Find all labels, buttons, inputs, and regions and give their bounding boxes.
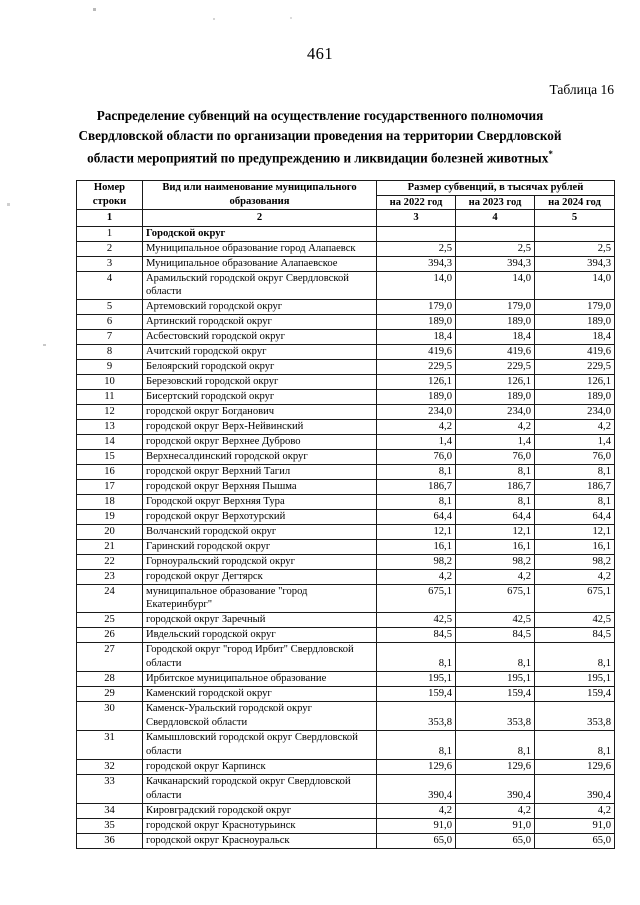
table-row <box>77 642 615 671</box>
value-2023-cell: 4,2 <box>456 419 535 434</box>
value-2022-cell: 84,5 <box>377 627 456 642</box>
table-row <box>77 833 615 848</box>
value-2022-cell: 8,1 <box>377 642 456 671</box>
scan-artifact <box>93 8 96 11</box>
row-number-cell: 6 <box>77 314 143 329</box>
value-2022-cell: 195,1 <box>377 671 456 686</box>
header-row-number-line1: Номер <box>93 182 126 193</box>
row-number-cell: 9 <box>77 359 143 374</box>
value-2022-cell: 4,2 <box>377 569 456 584</box>
value-2024-cell: 189,0 <box>535 389 615 404</box>
row-number-cell: 10 <box>77 374 143 389</box>
table-row <box>77 774 615 803</box>
value-2023-cell: 14,0 <box>456 271 535 299</box>
municipality-name-cell: Артинский городской округ <box>143 314 377 329</box>
value-2024-cell: 12,1 <box>535 524 615 539</box>
municipality-name-cell: Артемовский городской округ <box>143 299 377 314</box>
table-row <box>77 730 615 759</box>
table-row <box>77 464 615 479</box>
table-row <box>77 818 615 833</box>
value-2023-cell: 229,5 <box>456 359 535 374</box>
subventions-table <box>76 180 615 849</box>
value-2022-cell: 4,2 <box>377 803 456 818</box>
value-2024-cell: 4,2 <box>535 419 615 434</box>
value-2022-cell: 98,2 <box>377 554 456 569</box>
scan-artifact <box>290 17 292 19</box>
value-2022-cell: 234,0 <box>377 404 456 419</box>
municipality-name-cell: Бисертский городской округ <box>143 389 377 404</box>
table-row <box>77 539 615 554</box>
row-number-cell: 33 <box>77 774 143 803</box>
value-2022-cell: 14,0 <box>377 271 456 299</box>
municipality-name-cell: городской округ Верхний Тагил <box>143 464 377 479</box>
column-number-1: 1 <box>77 210 143 227</box>
value-2022-cell: 189,0 <box>377 314 456 329</box>
table-row <box>77 671 615 686</box>
value-2023-cell: 390,4 <box>456 774 535 803</box>
value-2024-cell: 4,2 <box>535 569 615 584</box>
value-2023-cell: 84,5 <box>456 627 535 642</box>
value-2024-cell: 8,1 <box>535 494 615 509</box>
value-2024-cell: 76,0 <box>535 449 615 464</box>
municipality-name-cell: городской округ Богданович <box>143 404 377 419</box>
value-2024-cell: 42,5 <box>535 612 615 627</box>
header-row-number-line2: строки <box>92 195 127 207</box>
municipality-name-cell: Муниципальное образование Алапаевское <box>143 256 377 271</box>
value-2022-cell: 65,0 <box>377 833 456 848</box>
column-number-4: 4 <box>456 210 535 227</box>
municipality-name-cell: Гаринский городской округ <box>143 539 377 554</box>
column-number-2: 2 <box>143 210 377 227</box>
value-2022-cell: 12,1 <box>377 524 456 539</box>
table-row <box>77 374 615 389</box>
table-row <box>77 759 615 774</box>
value-2023-cell: 64,4 <box>456 509 535 524</box>
value-2024-cell: 129,6 <box>535 759 615 774</box>
value-2024-cell: 195,1 <box>535 671 615 686</box>
table-row <box>77 479 615 494</box>
header-year-2024: на 2024 год <box>535 195 615 210</box>
municipality-name-cell: Городской округ Верхняя Тура <box>143 494 377 509</box>
value-2024-cell: 1,4 <box>535 434 615 449</box>
municipality-name-cell: Асбестовский городской округ <box>143 329 377 344</box>
value-2024-cell: 2,5 <box>535 241 615 256</box>
row-number-cell: 20 <box>77 524 143 539</box>
value-2022-cell: 76,0 <box>377 449 456 464</box>
municipality-name-cell: Городской округ <box>143 226 377 241</box>
table-row <box>77 494 615 509</box>
value-2023-cell: 189,0 <box>456 389 535 404</box>
value-2024-cell: 18,4 <box>535 329 615 344</box>
footnote-marker: * <box>548 149 553 159</box>
document-title <box>78 106 562 168</box>
value-2023-cell: 179,0 <box>456 299 535 314</box>
value-2022-cell: 1,4 <box>377 434 456 449</box>
municipality-name-cell: Арамильский городской округ Свердловской области <box>143 271 377 299</box>
document-title-line-3: области мероприятий по предупреждению и ликвидации болезней животных <box>87 150 549 166</box>
row-number-cell: 24 <box>77 584 143 612</box>
value-2022-cell: 186,7 <box>377 479 456 494</box>
value-2022-cell: 394,3 <box>377 256 456 271</box>
header-row-number <box>77 181 143 210</box>
value-2022-cell: 159,4 <box>377 686 456 701</box>
row-number-cell: 25 <box>77 612 143 627</box>
municipality-name-cell: городской округ Красноуральск <box>143 833 377 848</box>
row-number-cell: 7 <box>77 329 143 344</box>
value-2023-cell: 234,0 <box>456 404 535 419</box>
value-2022-cell: 126,1 <box>377 374 456 389</box>
table-row <box>77 256 615 271</box>
value-2024-cell: 8,1 <box>535 730 615 759</box>
value-2023-cell: 394,3 <box>456 256 535 271</box>
row-number-cell: 4 <box>77 271 143 299</box>
value-2022-cell: 42,5 <box>377 612 456 627</box>
header-column-numbers <box>77 210 615 227</box>
municipality-name-cell: городской округ Верхняя Пышма <box>143 479 377 494</box>
row-number-cell: 22 <box>77 554 143 569</box>
value-2024-cell: 8,1 <box>535 642 615 671</box>
scan-artifact <box>213 18 215 20</box>
table-row <box>77 299 615 314</box>
row-number-cell: 16 <box>77 464 143 479</box>
value-2023-cell: 186,7 <box>456 479 535 494</box>
value-2023-cell: 126,1 <box>456 374 535 389</box>
table-row <box>77 271 615 299</box>
value-2023-cell: 1,4 <box>456 434 535 449</box>
municipality-name-cell: Качканарский городской округ Свердловской области <box>143 774 377 803</box>
value-2024-cell: 186,7 <box>535 479 615 494</box>
municipality-name-cell: Ирбитское муниципальное образование <box>143 671 377 686</box>
municipality-name-cell: Волчанский городской округ <box>143 524 377 539</box>
municipality-name-cell: Каменск-Уральский городской округ Свердловской области <box>143 701 377 730</box>
row-number-cell: 8 <box>77 344 143 359</box>
value-2024-cell: 390,4 <box>535 774 615 803</box>
table-row <box>77 404 615 419</box>
row-number-cell: 21 <box>77 539 143 554</box>
row-number-cell: 15 <box>77 449 143 464</box>
value-2022-cell: 419,6 <box>377 344 456 359</box>
table-row <box>77 449 615 464</box>
column-number-3: 3 <box>377 210 456 227</box>
municipality-name-cell: Верхнесалдинский городской округ <box>143 449 377 464</box>
municipality-name-cell: городской округ Верх-Нейвинский <box>143 419 377 434</box>
row-number-cell: 2 <box>77 241 143 256</box>
header-name <box>143 181 377 210</box>
header-year-2023: на 2023 год <box>456 195 535 210</box>
value-2023-cell: 91,0 <box>456 818 535 833</box>
value-2023-cell: 8,1 <box>456 642 535 671</box>
table-row <box>77 569 615 584</box>
value-2022-cell: 64,4 <box>377 509 456 524</box>
table-row <box>77 509 615 524</box>
table-row <box>77 701 615 730</box>
row-number-cell: 29 <box>77 686 143 701</box>
table-row <box>77 554 615 569</box>
municipality-name-cell: городской округ Карпинск <box>143 759 377 774</box>
municipality-name-cell: Городской округ "город Ирбит" Свердловской области <box>143 642 377 671</box>
row-number-cell: 30 <box>77 701 143 730</box>
table-row <box>77 389 615 404</box>
value-2024-cell: 353,8 <box>535 701 615 730</box>
row-number-cell: 35 <box>77 818 143 833</box>
page-number: 461 <box>307 44 333 63</box>
table-label: Таблица 16 <box>549 82 614 97</box>
row-number-cell: 23 <box>77 569 143 584</box>
value-2022-cell: 353,8 <box>377 701 456 730</box>
header-row-titles <box>77 181 615 196</box>
row-number-cell: 34 <box>77 803 143 818</box>
row-number-cell: 27 <box>77 642 143 671</box>
value-2022-cell: 675,1 <box>377 584 456 612</box>
municipality-name-cell: Березовский городской округ <box>143 374 377 389</box>
value-2023-cell: 8,1 <box>456 494 535 509</box>
municipality-name-cell: Ивдельский городской округ <box>143 627 377 642</box>
table-row <box>77 434 615 449</box>
municipality-name-cell: Горноуральский городской округ <box>143 554 377 569</box>
table-row <box>77 803 615 818</box>
municipality-name-cell: Камышловский городской округ Свердловской области <box>143 730 377 759</box>
header-year-2022: на 2022 год <box>377 195 456 210</box>
row-number-cell: 28 <box>77 671 143 686</box>
value-2022-cell: 4,2 <box>377 419 456 434</box>
value-2024-cell: 675,1 <box>535 584 615 612</box>
table-row <box>77 241 615 256</box>
table-header <box>77 181 615 227</box>
row-number-cell: 14 <box>77 434 143 449</box>
header-amount-group: Размер субвенций, в тысячах рублей <box>377 181 615 196</box>
row-number-cell: 1 <box>77 226 143 241</box>
municipality-name-cell: Каменский городской округ <box>143 686 377 701</box>
value-2022-cell: 91,0 <box>377 818 456 833</box>
municipality-name-cell: городской округ Верхнее Дуброво <box>143 434 377 449</box>
value-2023-cell: 18,4 <box>456 329 535 344</box>
value-2024-cell: 394,3 <box>535 256 615 271</box>
row-number-cell: 26 <box>77 627 143 642</box>
value-2022-cell: 189,0 <box>377 389 456 404</box>
value-2024-cell: 4,2 <box>535 803 615 818</box>
document-title-line-2: Свердловской области по организации проведения на территории Свердловской <box>78 127 562 143</box>
value-2022-cell: 18,4 <box>377 329 456 344</box>
value-2022-cell: 8,1 <box>377 464 456 479</box>
value-2024-cell: 65,0 <box>535 833 615 848</box>
value-2023-cell: 675,1 <box>456 584 535 612</box>
value-2023-cell: 2,5 <box>456 241 535 256</box>
scan-artifact <box>7 203 10 206</box>
value-2023-cell: 189,0 <box>456 314 535 329</box>
value-2024-cell: 179,0 <box>535 299 615 314</box>
municipality-name-cell: Ачитский городской округ <box>143 344 377 359</box>
row-number-cell: 32 <box>77 759 143 774</box>
value-2023-cell <box>456 226 535 241</box>
value-2024-cell: 419,6 <box>535 344 615 359</box>
value-2023-cell: 42,5 <box>456 612 535 627</box>
table-row <box>77 359 615 374</box>
value-2022-cell: 129,6 <box>377 759 456 774</box>
municipality-name-cell: городской округ Краснотурьинск <box>143 818 377 833</box>
value-2022-cell <box>377 226 456 241</box>
value-2024-cell: 159,4 <box>535 686 615 701</box>
value-2023-cell: 419,6 <box>456 344 535 359</box>
value-2023-cell: 8,1 <box>456 730 535 759</box>
row-number-cell: 5 <box>77 299 143 314</box>
header-name-line2: образования <box>229 195 290 207</box>
row-number-cell: 12 <box>77 404 143 419</box>
table-row <box>77 226 615 241</box>
value-2022-cell: 229,5 <box>377 359 456 374</box>
header-name-line1: Вид или наименование муниципального <box>162 182 357 193</box>
value-2023-cell: 129,6 <box>456 759 535 774</box>
value-2024-cell: 229,5 <box>535 359 615 374</box>
value-2023-cell: 4,2 <box>456 569 535 584</box>
value-2022-cell: 8,1 <box>377 494 456 509</box>
table-row <box>77 344 615 359</box>
row-number-cell: 36 <box>77 833 143 848</box>
municipality-name-cell: городской округ Верхотурский <box>143 509 377 524</box>
row-number-cell: 11 <box>77 389 143 404</box>
value-2023-cell: 16,1 <box>456 539 535 554</box>
value-2024-cell: 14,0 <box>535 271 615 299</box>
row-number-cell: 3 <box>77 256 143 271</box>
table-row <box>77 584 615 612</box>
value-2024-cell: 8,1 <box>535 464 615 479</box>
table-row <box>77 524 615 539</box>
value-2023-cell: 195,1 <box>456 671 535 686</box>
value-2022-cell: 390,4 <box>377 774 456 803</box>
row-number-cell: 31 <box>77 730 143 759</box>
value-2024-cell: 126,1 <box>535 374 615 389</box>
table-body <box>77 226 615 848</box>
row-number-cell: 18 <box>77 494 143 509</box>
table-row <box>77 686 615 701</box>
row-number-cell: 17 <box>77 479 143 494</box>
value-2024-cell: 234,0 <box>535 404 615 419</box>
value-2023-cell: 12,1 <box>456 524 535 539</box>
value-2024-cell: 98,2 <box>535 554 615 569</box>
value-2023-cell: 76,0 <box>456 449 535 464</box>
municipality-name-cell: городской округ Заречный <box>143 612 377 627</box>
row-number-cell: 13 <box>77 419 143 434</box>
value-2023-cell: 8,1 <box>456 464 535 479</box>
table-row <box>77 419 615 434</box>
table-row <box>77 627 615 642</box>
municipality-name-cell: Белоярский городской округ <box>143 359 377 374</box>
value-2023-cell: 353,8 <box>456 701 535 730</box>
table-row <box>77 329 615 344</box>
row-number-cell: 19 <box>77 509 143 524</box>
value-2023-cell: 159,4 <box>456 686 535 701</box>
value-2023-cell: 4,2 <box>456 803 535 818</box>
municipality-name-cell: муниципальное образование "город Екатеринбург" <box>143 584 377 612</box>
value-2024-cell: 16,1 <box>535 539 615 554</box>
municipality-name-cell: городской округ Дегтярск <box>143 569 377 584</box>
table-row <box>77 612 615 627</box>
value-2022-cell: 8,1 <box>377 730 456 759</box>
value-2023-cell: 65,0 <box>456 833 535 848</box>
value-2024-cell: 84,5 <box>535 627 615 642</box>
column-number-5: 5 <box>535 210 615 227</box>
value-2022-cell: 16,1 <box>377 539 456 554</box>
value-2024-cell: 64,4 <box>535 509 615 524</box>
value-2024-cell <box>535 226 615 241</box>
value-2024-cell: 91,0 <box>535 818 615 833</box>
value-2022-cell: 2,5 <box>377 241 456 256</box>
value-2023-cell: 98,2 <box>456 554 535 569</box>
value-2022-cell: 179,0 <box>377 299 456 314</box>
scan-artifact <box>43 344 46 346</box>
document-title-line-1: Распределение субвенций на осуществление государственного полномочия <box>96 108 544 123</box>
value-2024-cell: 189,0 <box>535 314 615 329</box>
municipality-name-cell: Кировградский городской округ <box>143 803 377 818</box>
municipality-name-cell: Муниципальное образование город Алапаевск <box>143 241 377 256</box>
table-row <box>77 314 615 329</box>
